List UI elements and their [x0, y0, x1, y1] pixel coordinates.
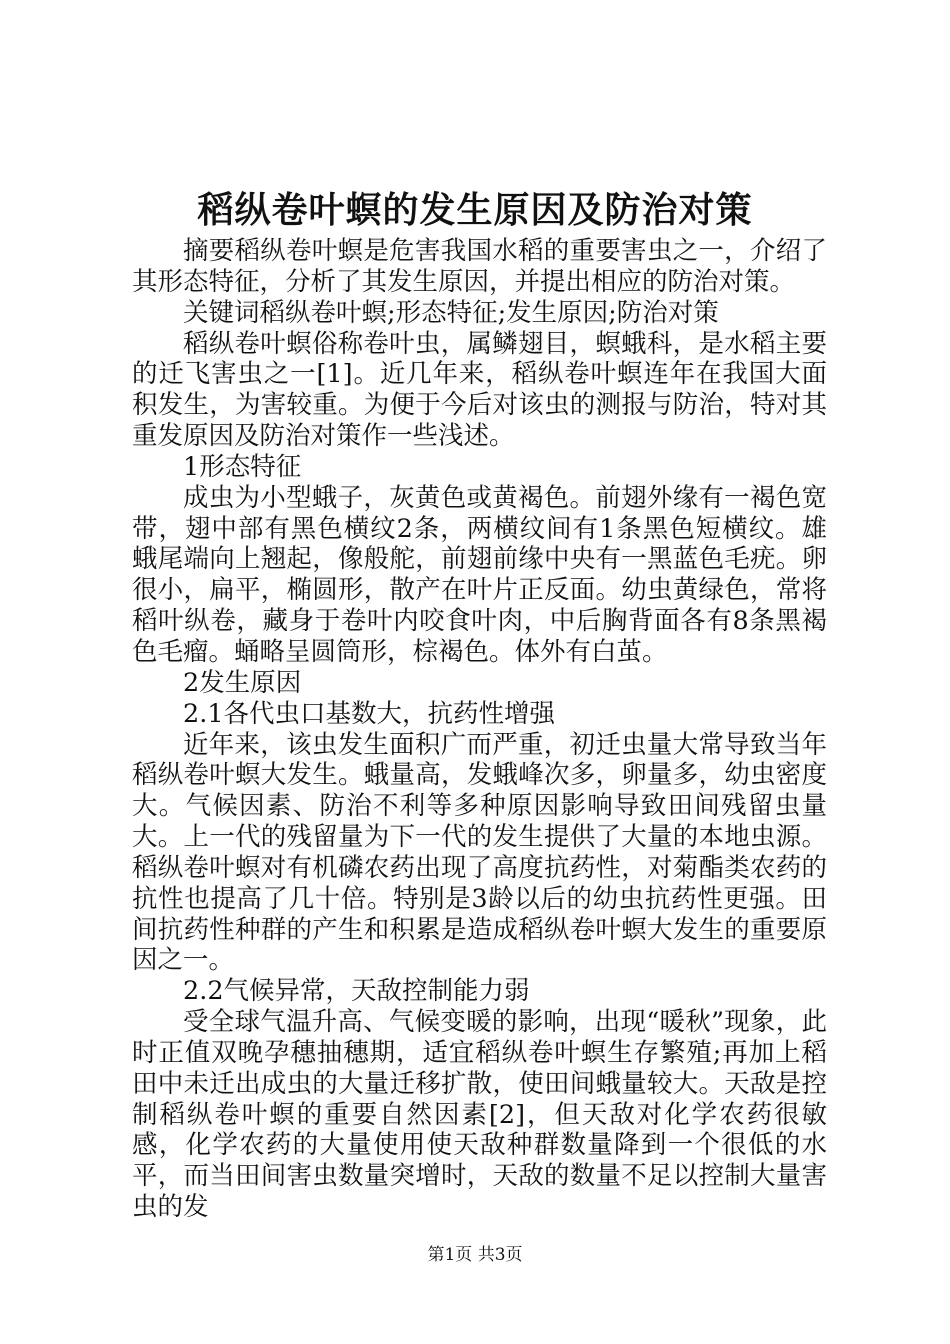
cause-paragraph-1: 近年来，该虫发生面积广而严重，初迁虫量大常导致当年稻纵卷叶螟大发生。蛾量高，发蛾峰次多，卵量多，幼虫密度大。气候因素、防治不利等多种原因影响导致田间残留虫量大。上一代的残留量为下一代的发生提供了大量的本地虫源。稻纵卷叶螟对有机磷农药出现了高度抗药性，对菊酯类农药的抗性也提高了几十倍。特别是3龄以后的幼虫抗药性更强。田间抗药性种群的产生和积累是造成稻纵卷叶螟大发生的重要原因之一。 [132, 729, 827, 976]
intro-paragraph: 稻纵卷叶螟俗称卷叶虫，属鳞翅目，螟蛾科，是水稻主要的迁飞害虫之一[1]。近几年来，稻纵卷叶螟连年在我国大面积发生，为害较重。为便于今后对该虫的测报与防治，特对其重发原因及防治对策作一些浅述。 [132, 328, 827, 452]
keywords-paragraph: 关键词稻纵卷叶螟;形态特征;发生原因;防治对策 [183, 297, 719, 328]
subsection-heading-2-2: 2.2气候异常，天敌控制能力弱 [183, 976, 530, 1007]
cause-paragraph-2: 受全球气温升高、气候变暖的影响，出现“暖秋”现象，此时正值双晚孕穗抽穗期，适宜稻纵卷叶螟生存繁殖;再加上稻田中未迁出成虫的大量迁移扩散，使田间蛾量较大。天敌是控制稻纵卷叶螟的重要自然因素[2]，但天敌对化学农药很敏感，化学农药的大量使用使天敌种群数量降到一个很低的水平，而当田间害虫数量突增时，天敌的数量不足以控制大量害虫的发 [132, 1007, 827, 1223]
page-footer: 第1页 共3页 [427, 1245, 523, 1265]
document-body [132, 236, 827, 1223]
abstract-paragraph: 摘要稻纵卷叶螟是危害我国水稻的重要害虫之一，介绍了其形态特征，分析了其发生原因，并提出相应的防治对策。 [132, 236, 827, 297]
document-title: 稻纵卷叶螟的发生原因及防治对策 [197, 189, 753, 231]
morphology-paragraph: 成虫为小型蛾子，灰黄色或黄褐色。前翅外缘有一褐色宽带，翅中部有黑色横纹2条，两横纹间有1条黑色短横纹。雄蛾尾端向上翘起，像般舵，前翅前缘中央有一黑蓝色毛疣。卵很小，扁平，椭圆形，散产在叶片正反面。幼虫黄绿色，常将稻叶纵卷，藏身于卷叶内咬食叶肉，中后胸背面各有8条黑褐色毛瘤。蛹略呈圆筒形，棕褐色。体外有白茧。 [132, 482, 827, 667]
section-heading-1: 1形态特征 [183, 451, 302, 482]
section-heading-2: 2发生原因 [183, 667, 302, 698]
subsection-heading-2-1: 2.1各代虫口基数大，抗药性增强 [183, 698, 556, 729]
